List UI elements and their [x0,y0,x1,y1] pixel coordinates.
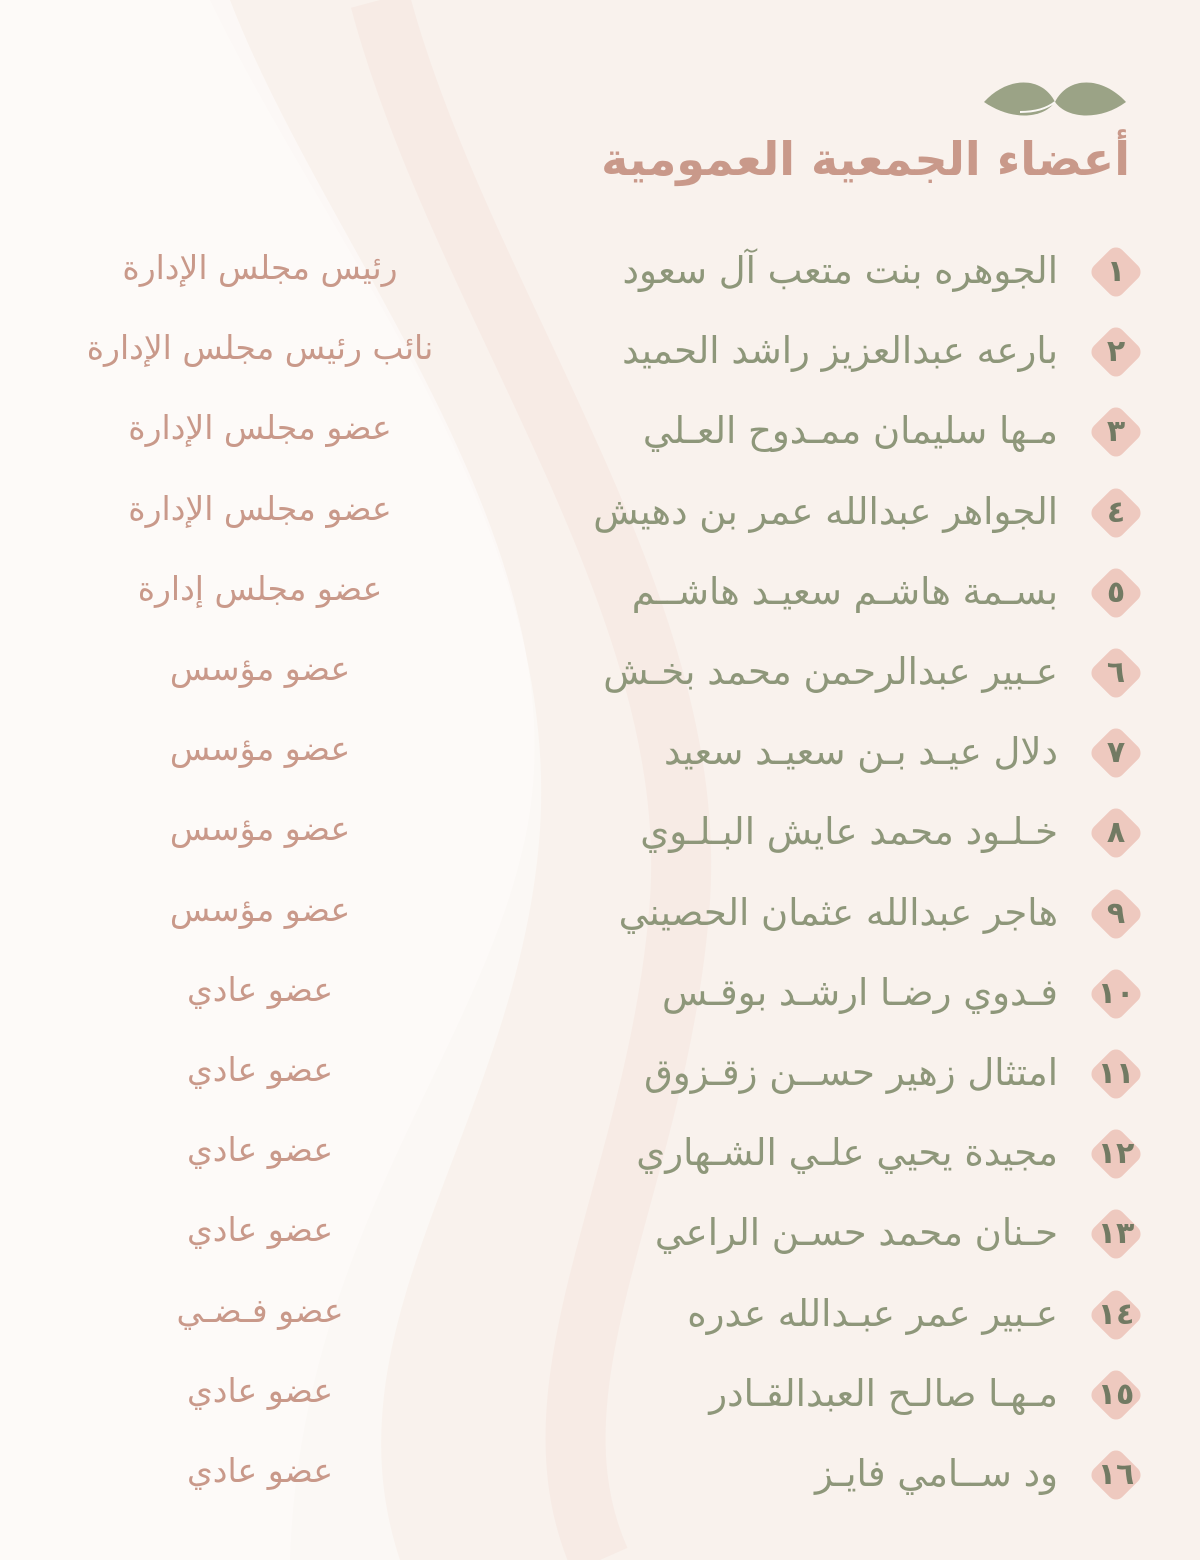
member-role: عضو عادي [186,1370,334,1410]
member-name: دلال عيـد بـن سعيـد سعيد [663,730,1058,774]
member-row [0,1124,1200,1204]
member-number-badge [1090,1369,1142,1421]
member-number: ١١ [1097,1056,1135,1091]
member-number: ٩ [1106,895,1126,931]
member-role: عضو عادي [186,969,334,1009]
member-name: مجيدة يحيي علـي الشـهاري [636,1131,1058,1175]
member-row [0,1285,1200,1365]
member-number: ١٢ [1097,1136,1135,1172]
member-name: عـبير عبدالرحمن محمد بخـش [603,650,1058,693]
member-number-badge [1090,567,1142,619]
member-name: خـلـود محمد عايش البـلـوي [640,810,1058,854]
member-number-badge [1090,807,1142,859]
member-number-badge [1090,1208,1142,1260]
member-name: بسـمة هاشـم سعيـد هاشــم [631,569,1058,613]
member-role: عضو عادي [186,1210,334,1250]
member-role: رئيس مجلس الإدارة [122,248,398,287]
member-number-badge [1090,1128,1142,1180]
member-name: مـهـا صالـح العبدالقـادر [709,1371,1058,1415]
member-number-badge [1090,487,1142,539]
member-role: عضو مؤسس [169,889,351,929]
member-role: عضو مجلس إدارة [137,568,383,608]
member-role: عضو فـضـي [176,1290,344,1330]
member-number-badge [1090,888,1142,940]
member-number-badge [1090,326,1142,378]
member-number: ١٦ [1097,1457,1135,1492]
member-row [0,1445,1200,1525]
member-number: ١٤ [1097,1296,1135,1332]
member-name: ود ســامي فايـز [815,1452,1058,1495]
member-number-badge [1090,406,1142,458]
member-name: مـها سليمان ممـدوح العـلي [642,409,1058,453]
page-title: أعضاء الجمعية العمومية [601,132,1130,186]
member-number: ١٥ [1097,1376,1135,1412]
member-number: ٣ [1106,414,1126,450]
member-number: ٥ [1106,574,1126,610]
member-number: ٤ [1106,494,1126,530]
member-row [0,402,1200,482]
member-row [0,1365,1200,1445]
member-row [0,803,1200,883]
member-name: الجواهر عبدالله عمر بن دهيش [593,489,1058,533]
member-number: ١ [1106,254,1126,289]
member-number: ٨ [1106,815,1126,851]
member-number-badge [1090,727,1142,779]
member-name: الجوهره بنت متعب آل سعود [622,249,1058,292]
member-number-badge [1090,1048,1142,1100]
member-name: بارعه عبدالعزيز راشد الحميد [622,329,1058,373]
member-number-badge [1090,647,1142,699]
member-role: عضو مؤسس [169,649,351,688]
member-name: فـدوي رضـا ارشـد بوقـس [662,970,1058,1014]
member-row [0,884,1200,964]
member-number-badge [1090,1289,1142,1341]
member-row [0,322,1200,402]
member-row [0,723,1200,803]
member-row [0,483,1200,563]
member-name: هاجر عبدالله عثمان الحصيني [618,890,1058,934]
member-number: ١٣ [1097,1216,1135,1252]
member-role: عضو مجلس الإدارة [128,408,392,448]
member-number-badge [1090,1449,1142,1501]
member-row [0,643,1200,723]
member-row [0,563,1200,643]
member-number-badge [1090,968,1142,1020]
member-row [0,1204,1200,1284]
member-role: عضو مؤسس [169,809,351,849]
member-role: عضو عادي [186,1050,334,1089]
member-row [0,242,1200,322]
member-number: ٦ [1106,655,1126,690]
member-name: عـبير عمر عبـدالله عدره [687,1291,1058,1335]
member-name: حـنان محمد حسـن الراعي [654,1211,1058,1255]
member-role: عضو عادي [186,1130,334,1170]
member-role: عضو عادي [186,1451,334,1490]
member-name: امتثال زهير حســن زقـزوق [644,1051,1058,1094]
member-role: عضو مؤسس [169,729,351,769]
member-number-badge [1090,246,1142,298]
member-number: ١٠ [1097,975,1135,1011]
member-role: نائب رئيس مجلس الإدارة [86,328,434,368]
member-row [0,964,1200,1044]
member-row [0,1044,1200,1124]
member-number: ٧ [1106,735,1126,771]
member-role: عضو مجلس الإدارة [128,488,392,528]
member-number: ٢ [1106,334,1126,370]
